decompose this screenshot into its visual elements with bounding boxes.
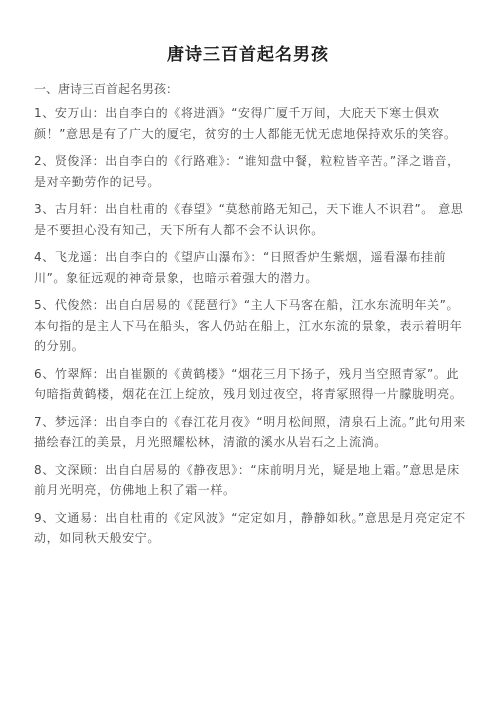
- name-entry-9: 9、文通易：出自杜甫的《定风波》“定定如月，静静如秋。”意思是月亮定定不动，如同秋天般安宁。: [34, 510, 466, 545]
- name-entry-4: 4、飞龙遥：出自李白的《望庐山瀑布》：“日照香炉生紫烟，遥看瀑布挂前川”。象征远观的神奇景象，也暗示着强大的潜力。: [34, 250, 447, 285]
- name-entry-3: 3、古月轩：出自杜甫的《春望》“莫愁前路无知己，天下谁人不识君”。 意思是不要担心没有知己，天下所有人都不会不认识你。: [34, 202, 464, 237]
- section-heading: 一、唐诗三百首起名男孩：: [34, 82, 179, 96]
- name-entry-1: 1、安万山：出自李白的《将进酒》“安得广厦千万间，大庇天下寒士俱欢颜！”意思是有了广大的厦宅，贫穷的士人都能无忧无虑地保持欢乐的笑容。: [34, 106, 457, 141]
- document-title: 唐诗三百首起名男孩: [167, 45, 329, 65]
- name-entry-2: 2、贤俊泽：出自李白的《行路难》：“谁知盘中餐，粒粒皆辛苦。”泽之谐音，是对辛勤劳作的记号。: [34, 154, 460, 189]
- name-entry-6: 6、竹翠辉：出自崔颢的《黄鹤楼》“烟花三月下扬子，残月当空照青冢”。此句暗指黄鹤楼，烟花在江上绽放，残月划过夜空，将青冢照得一片朦胧明亮。: [34, 366, 463, 401]
- name-entry-8: 8、文深顾：出自白居易的《静夜思》：“床前明月光，疑是地上霜。”意思是床前月光明亮，仿佛地上积了霜一样。: [34, 462, 460, 497]
- name-entry-list: [34, 103, 466, 556]
- name-entry-7: 7、梦远泽：出自李白的《春江花月夜》“明月松间照，清泉石上流。”此句用来描绘春江的美景，月光照耀松林，清澈的溪水从岩石之上流淌。: [34, 414, 466, 449]
- name-entry-5: 5、代俊然：出自白居易的《琵琶行》“主人下马客在船，江水东流明年关”。本句指的是主人下马在船头，客人仍站在船上，江水东流的景象，表示着明年的分别。: [34, 298, 463, 353]
